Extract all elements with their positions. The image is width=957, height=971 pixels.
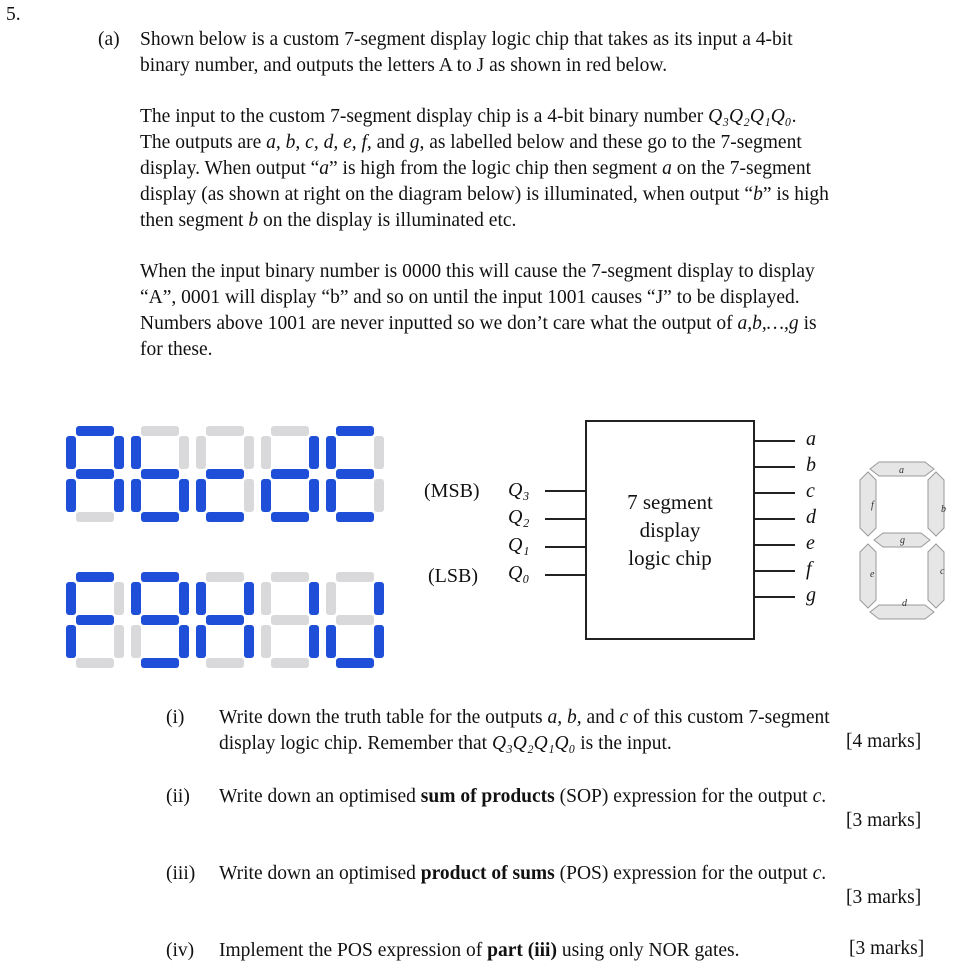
letter-H-segment-b	[244, 582, 254, 615]
letter-I-segment-g	[271, 615, 309, 625]
question-iv-text: Implement the POS expression of part (iii) using only NOR gates.	[219, 940, 740, 961]
question-ii-number: (ii)	[166, 786, 190, 807]
letter-F-segment-b	[114, 582, 124, 615]
letter-g-segment-d	[141, 658, 179, 668]
letter-H-segment-e	[196, 625, 206, 658]
display-letter-g	[131, 572, 189, 668]
input-q1-wire	[545, 546, 585, 548]
letter-I-segment-b	[309, 582, 319, 615]
output-g-label: g	[806, 584, 816, 606]
question-iii-marks: [3 marks]	[846, 887, 922, 908]
letter-c-segment-f	[196, 436, 206, 469]
segment-d-label: d	[902, 598, 907, 609]
output-d-label: d	[806, 506, 816, 528]
letter-d-segment-d	[271, 512, 309, 522]
letter-b-segment-f	[131, 436, 141, 469]
output-g-wire	[755, 596, 795, 598]
paragraph-inputs-outputs: The input to the custom 7-segment display chip is a 4-bit binary number Q₃Q₂Q₁Q₀. The outputs are a, b, c, d, e, f, and g, as labelled below and these go to the 7-segment display. When output “a” is high from the logic chip then segment a on the 7-segment display (as shown at right on the diagram below) is illuminated, when output “b” is high then segment b on the display is illuminated etc.	[140, 106, 829, 231]
letter-A-segment-b	[114, 436, 124, 469]
letter-E-segment-a	[336, 426, 374, 436]
letter-d-segment-e	[261, 479, 271, 512]
segment-a-label: a	[899, 465, 904, 476]
letter-I-segment-f	[261, 582, 271, 615]
letter-d-segment-g	[271, 469, 309, 479]
intro-line-2: binary number, and outputs the letters A to J as shown in red below.	[140, 55, 668, 76]
question-ii-marks: [3 marks]	[846, 810, 922, 831]
letter-J-segment-a	[336, 572, 374, 582]
display-letter-d	[261, 426, 319, 522]
letter-H-segment-a	[206, 572, 244, 582]
letter-b-segment-c	[179, 479, 189, 512]
input-q0-wire	[545, 574, 585, 576]
segment-e-label: e	[870, 569, 875, 580]
letter-c-segment-d	[206, 512, 244, 522]
display-letter-H	[196, 572, 254, 668]
chip-label-line-1: 7 segment	[627, 490, 713, 514]
output-b-wire	[755, 466, 795, 468]
question-iv-marks: [3 marks]	[849, 938, 925, 959]
question-iii-text: Write down an optimised product of sums (POS) expression for the output c.	[219, 863, 827, 884]
part-a-label: (a)	[98, 29, 120, 50]
output-c-label: c	[806, 480, 815, 502]
input-q3-label: Q₃	[508, 479, 530, 501]
letter-F-segment-e	[66, 625, 76, 658]
letter-F-segment-f	[66, 582, 76, 615]
letter-g-segment-e	[131, 625, 141, 658]
letter-E-segment-b	[374, 436, 384, 469]
letter-J-segment-b	[374, 582, 384, 615]
letter-F-segment-c	[114, 625, 124, 658]
letter-d-segment-a	[271, 426, 309, 436]
letter-J-segment-f	[326, 582, 336, 615]
letter-J-segment-g	[336, 615, 374, 625]
letter-c-segment-a	[206, 426, 244, 436]
display-letter-F	[66, 572, 124, 668]
output-e-wire	[755, 544, 795, 546]
letter-H-segment-c	[244, 625, 254, 658]
display-letter-I	[261, 572, 319, 668]
letter-g-segment-c	[179, 625, 189, 658]
chip-label-line-3: logic chip	[628, 546, 712, 570]
letter-g-segment-g	[141, 615, 179, 625]
chip-label-line-2: display	[639, 518, 701, 542]
question-i-text: Write down the truth table for the outputs a, b, and c of this custom 7-segment display logic chip. Remember that Q₃Q₂Q₁Q₀ is the input.	[219, 707, 830, 754]
letter-I-segment-a	[271, 572, 309, 582]
letter-A-segment-d	[76, 512, 114, 522]
segment-g-label: g	[900, 535, 905, 546]
letter-J-segment-d	[336, 658, 374, 668]
letter-displays	[60, 420, 400, 670]
letter-H-segment-d	[206, 658, 244, 668]
letter-F-segment-a	[76, 572, 114, 582]
letter-A-segment-g	[76, 469, 114, 479]
letter-c-segment-c	[244, 479, 254, 512]
letter-c-segment-b	[244, 436, 254, 469]
letter-I-segment-c	[309, 625, 319, 658]
question-number: 5.	[6, 4, 21, 25]
letter-J-segment-c	[374, 625, 384, 658]
display-letter-A	[66, 426, 124, 522]
part-a-intro	[140, 27, 793, 79]
input-q2-wire	[545, 518, 585, 520]
output-e-label: e	[806, 532, 815, 554]
letter-A-segment-a	[76, 426, 114, 436]
input-q0-label: Q₀	[508, 562, 530, 584]
input-q2-label: Q₂	[508, 506, 530, 528]
output-a-label: a	[806, 428, 816, 450]
paragraph-input-range: When the input binary number is 0000 this will cause the 7-segment display to display “A”, 0001 will display “b” and so on until the input 1001 causes “J” to be displayed. Numbers above 1001 are never inputted so we don’t care what the output of a,b,…,g is for these.	[140, 261, 817, 360]
letter-b-segment-b	[179, 436, 189, 469]
letter-E-segment-g	[336, 469, 374, 479]
question-i-marks: [4 marks]	[846, 731, 922, 752]
letter-g-segment-b	[179, 582, 189, 615]
question-i-number: (i)	[166, 707, 185, 728]
display-letter-b	[131, 426, 189, 522]
letter-A-segment-e	[66, 479, 76, 512]
question-iv-number: (iv)	[166, 940, 195, 961]
letter-E-segment-f	[326, 436, 336, 469]
letter-b-segment-e	[131, 479, 141, 512]
segment-diagram	[848, 460, 956, 620]
letter-A-segment-c	[114, 479, 124, 512]
letter-b-segment-d	[141, 512, 179, 522]
letter-I-segment-e	[261, 625, 271, 658]
letter-E-segment-d	[336, 512, 374, 522]
letter-c-segment-e	[196, 479, 206, 512]
msb-label: (MSB)	[424, 480, 480, 502]
display-letter-c	[196, 426, 254, 522]
letter-c-segment-g	[206, 469, 244, 479]
intro-line-1: Shown below is a custom 7-segment display logic chip that takes as its input a 4-bit	[140, 29, 793, 50]
letter-E-segment-c	[374, 479, 384, 512]
letter-F-segment-g	[76, 615, 114, 625]
output-d-wire	[755, 518, 795, 520]
logic-chip	[585, 420, 755, 640]
segment-f-label: f	[871, 500, 874, 511]
letter-E-segment-e	[326, 479, 336, 512]
lsb-label: (LSB)	[428, 565, 478, 587]
letter-b-segment-a	[141, 426, 179, 436]
letter-F-segment-d	[76, 658, 114, 668]
letter-I-segment-d	[271, 658, 309, 668]
letter-d-segment-b	[309, 436, 319, 469]
output-f-label: f	[806, 558, 812, 580]
output-c-wire	[755, 492, 795, 494]
letter-H-segment-f	[196, 582, 206, 615]
input-q3-wire	[545, 490, 585, 492]
question-iii-number: (iii)	[166, 863, 196, 884]
output-f-wire	[755, 570, 795, 572]
letter-g-segment-f	[131, 582, 141, 615]
display-letter-E	[326, 426, 384, 522]
question-ii-text: Write down an optimised sum of products (SOP) expression for the output c.	[219, 786, 827, 807]
display-letter-J	[326, 572, 384, 668]
segment-c-label: c	[940, 566, 945, 577]
input-variable: Q₃Q₂Q₁Q₀	[708, 106, 792, 127]
letter-H-segment-g	[206, 615, 244, 625]
segment-b-label: b	[941, 504, 946, 515]
input-q1-label: Q₁	[508, 534, 530, 556]
output-a-wire	[755, 440, 795, 442]
letter-g-segment-a	[141, 572, 179, 582]
output-b-label: b	[806, 454, 816, 476]
letter-d-segment-c	[309, 479, 319, 512]
letter-b-segment-g	[141, 469, 179, 479]
letter-J-segment-e	[326, 625, 336, 658]
letter-d-segment-f	[261, 436, 271, 469]
letter-A-segment-f	[66, 436, 76, 469]
